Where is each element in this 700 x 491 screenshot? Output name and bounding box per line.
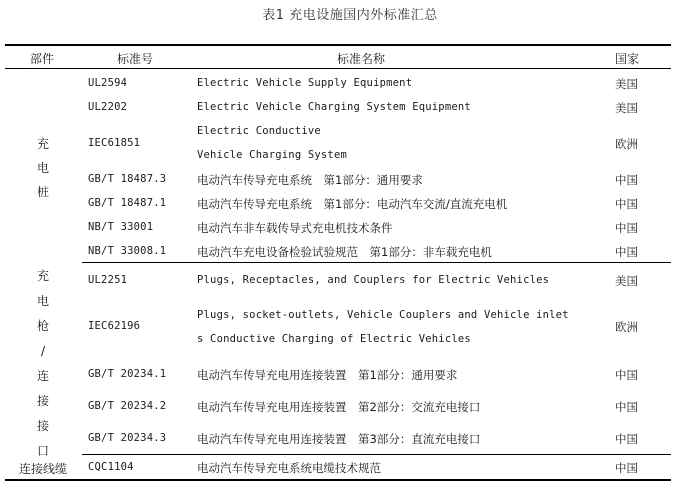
std-no: GB/T 20234.2 (88, 400, 167, 412)
header-std-name: 标准名称 (337, 52, 386, 66)
std-no: GB/T 18487.3 (88, 173, 167, 185)
std-no: NB/T 33008.1 (88, 245, 167, 257)
std-name: 电动汽车充电设备检验试验规范 第1部分：非车载充电机 (197, 245, 492, 259)
header-rule (5, 68, 671, 69)
group-label-cable: 连接线缆 (19, 462, 68, 476)
std-no: GB/T 18487.1 (88, 197, 167, 209)
std-no: UL2251 (88, 274, 128, 286)
bottom-rule (5, 479, 671, 481)
std-no: GB/T 20234.1 (88, 368, 167, 380)
country: 欧洲 (615, 320, 638, 334)
group-label-charging-pile: 充 电 桩 (36, 137, 49, 199)
std-name: 电动汽车传导充电用连接装置 第3部分：直流充电接口 (197, 432, 481, 446)
std-name: 电动汽车非车载传导式充电机技术条件 (197, 221, 393, 235)
country: 中国 (615, 221, 638, 235)
std-no: IEC62196 (88, 320, 141, 332)
country: 中国 (615, 368, 638, 382)
header-country: 国家 (615, 52, 640, 66)
std-no: NB/T 33001 (88, 221, 154, 233)
country: 中国 (615, 173, 638, 187)
std-name-line2: s Conductive Charging of Electric Vehicles (197, 333, 471, 345)
header-part: 部件 (30, 52, 55, 66)
std-name: 电动汽车传导充电用连接装置 第1部分：通用要求 (197, 368, 458, 382)
std-name: 电动汽车传导充电系统 第1部分：电动汽车交流/直流充电机 (197, 197, 508, 211)
country: 中国 (615, 461, 638, 475)
std-name-line1: Plugs, socket-outlets, Vehicle Couplers and Vehicle inlet (197, 309, 569, 321)
group-rule (82, 262, 671, 263)
std-name: Plugs, Receptacles, and Couplers for Electric Vehicles (197, 274, 550, 286)
std-no: IEC61851 (88, 137, 141, 149)
country: 美国 (615, 274, 638, 288)
std-name: 电动汽车传导充电系统 第1部分：通用要求 (197, 173, 423, 187)
std-name: Electric Vehicle Supply Equipment (197, 77, 413, 89)
table-caption: 表1 充电设施国内外标准汇总 (262, 8, 438, 23)
country: 中国 (615, 400, 638, 414)
std-no: UL2202 (88, 101, 128, 113)
country: 美国 (615, 77, 638, 91)
std-no: CQC1104 (88, 461, 134, 473)
country: 中国 (615, 432, 638, 446)
country: 欧洲 (615, 137, 638, 151)
header-std-no: 标准号 (117, 52, 154, 66)
group-rule (82, 454, 671, 455)
std-no: GB/T 20234.3 (88, 432, 167, 444)
std-no: UL2594 (88, 77, 128, 89)
std-name: Electric Vehicle Charging System Equipment (197, 101, 471, 113)
std-name-line2: Vehicle Charging System (197, 149, 347, 161)
std-name-line1: Electric Conductive (197, 125, 321, 137)
std-name: 电动汽车传导充电用连接装置 第2部分：交流充电接口 (197, 400, 481, 414)
country: 美国 (615, 101, 638, 115)
country: 中国 (615, 245, 638, 259)
group-label-charging-gun-interface: 充 电 枪 / 连 接 接 口 (36, 269, 49, 458)
std-name: 电动汽车传导充电系统电缆技术规范 (197, 461, 381, 475)
country: 中国 (615, 197, 638, 211)
